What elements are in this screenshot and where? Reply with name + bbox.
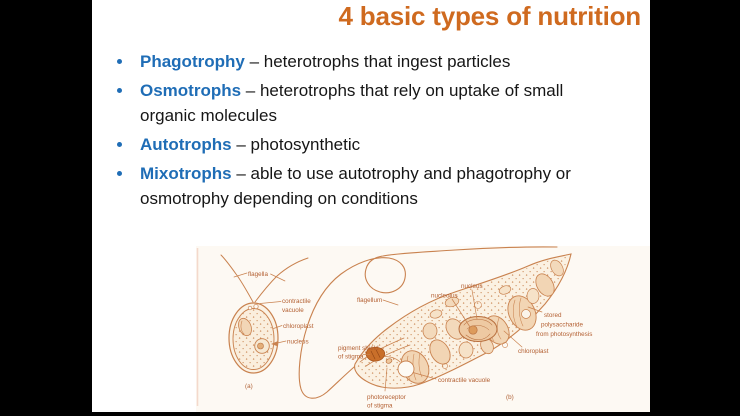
cell-a-stipple [233,309,274,370]
bullet-list [92,49,610,215]
label-pigment-shield-1: pigment shield [338,345,379,352]
bullet-dot [117,59,122,64]
label-contractile-vacuole-1: contractile [282,298,311,305]
slide-title: 4 basic types of nutrition [338,1,641,31]
label-stored-2: polysaccharide [541,321,584,329]
label-photoreceptor-2: of stigma [367,402,393,410]
organelle-blob [459,342,473,358]
presentation-slide [92,0,650,412]
bullet-term: Phagotrophy [140,52,245,71]
label-nucleus-a: nucleus [287,338,309,346]
bullet-dot [117,88,122,93]
bullet-desc: – able to use autotrophy and phagotrophy or osmotrophy depending on conditions [140,164,571,208]
label-contractile-vacuole-2: vacuole [282,307,304,314]
label-flagella: flagella [248,271,268,278]
bullet-desc: – photosynthetic [231,135,361,154]
letterbox-right [650,0,740,416]
bullet-term: Mixotrophs [140,164,232,183]
cell-b-contractile-vacuole [398,361,414,377]
polysaccharide-granule [522,310,531,319]
label-pigment-shield-2: of stigma [338,353,364,361]
label-chloroplast-b: chloroplast [518,348,549,355]
caption-a: (a) [245,383,253,390]
label-nucleus-b: nucleus [461,283,483,290]
bullet-item-autotrophs [92,132,610,157]
label-nucleolus: nucleolus [431,292,458,300]
label-chloroplast-a: chloroplast [283,323,314,330]
bullet-term: Osmotrophs [140,81,242,100]
letterbox-left [0,0,92,416]
bullet-item-phagotrophy [92,49,610,74]
caption-b: (b) [506,394,514,401]
bullet-item-mixotrophs [92,161,610,211]
bullet-desc: – heterotrophs that rely on uptake of small organic molecules [140,81,564,125]
organelle-blob [527,289,539,304]
letterbox-bottom [0,412,740,416]
cell-a-contractile-vacuole [248,306,252,310]
organelle-blob [423,323,437,339]
label-flagellum: flagellum [357,297,383,304]
label-stored-3: from photosynthesis [536,331,593,338]
label-contractile-vacuole-b: contractile vacuole [438,377,491,384]
cell-a-contractile-vacuole [254,304,258,308]
bullet-item-osmotrophs [92,78,610,128]
bullet-desc: – heterotrophs that ingest particles [244,52,511,71]
cell-b-nucleus [459,317,497,342]
label-photoreceptor-1: photoreceptor [367,394,406,401]
bullet-dot [117,171,122,176]
protist-diagram-svg [196,244,650,412]
bullet-dot [117,142,122,147]
protist-nutrition-figure [196,244,650,412]
bullet-term: Autotrophs [140,135,232,154]
cell-a-nucleolus [258,343,264,349]
label-stored-1: stored [544,312,562,319]
